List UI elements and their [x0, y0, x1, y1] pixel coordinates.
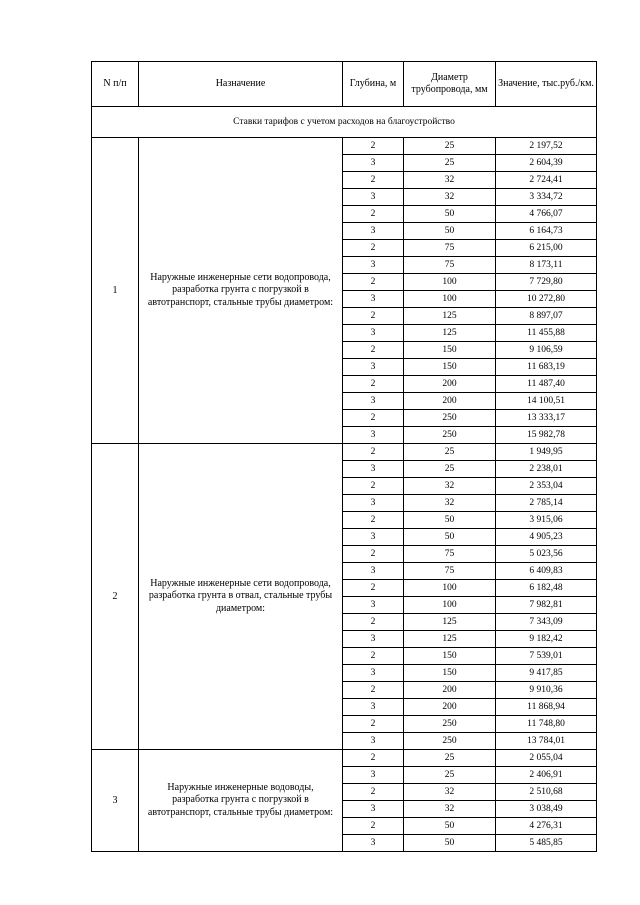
diameter-cell: 100 — [404, 580, 496, 597]
value-cell: 2 238,01 — [496, 461, 597, 478]
depth-cell: 3 — [343, 631, 404, 648]
tariff-table — [91, 61, 597, 852]
table-row — [92, 138, 597, 155]
value-cell: 11 748,80 — [496, 716, 597, 733]
depth-cell: 3 — [343, 767, 404, 784]
diameter-cell: 50 — [404, 818, 496, 835]
value-cell: 6 215,00 — [496, 240, 597, 257]
value-cell: 6 164,73 — [496, 223, 597, 240]
value-cell: 3 915,06 — [496, 512, 597, 529]
value-cell: 1 949,95 — [496, 444, 597, 461]
value-cell: 2 785,14 — [496, 495, 597, 512]
value-cell: 2 353,04 — [496, 478, 597, 495]
header-depth: Глубина, м — [343, 62, 404, 107]
depth-cell: 2 — [343, 580, 404, 597]
value-cell: 4 766,07 — [496, 206, 597, 223]
diameter-cell: 200 — [404, 682, 496, 699]
header-purpose: Назначение — [139, 62, 343, 107]
diameter-cell: 75 — [404, 563, 496, 580]
value-cell: 6 409,83 — [496, 563, 597, 580]
diameter-cell: 25 — [404, 155, 496, 172]
depth-cell: 3 — [343, 529, 404, 546]
diameter-cell: 150 — [404, 648, 496, 665]
diameter-cell: 50 — [404, 223, 496, 240]
depth-cell: 3 — [343, 699, 404, 716]
header-value: Значение, тыс.руб./км. — [496, 62, 597, 107]
depth-cell: 3 — [343, 427, 404, 444]
depth-cell: 2 — [343, 648, 404, 665]
section-title: Ставки тарифов с учетом расходов на благоустройство — [92, 107, 597, 138]
table-row — [92, 444, 597, 461]
value-cell: 7 539,01 — [496, 648, 597, 665]
value-cell: 9 182,42 — [496, 631, 597, 648]
diameter-cell: 25 — [404, 750, 496, 767]
value-cell: 4 905,23 — [496, 529, 597, 546]
header-diameter: Диаметр трубопровода, мм — [404, 62, 496, 107]
diameter-cell: 75 — [404, 240, 496, 257]
diameter-cell: 250 — [404, 733, 496, 750]
diameter-cell: 250 — [404, 427, 496, 444]
diameter-cell: 25 — [404, 767, 496, 784]
depth-cell: 3 — [343, 359, 404, 376]
group-number: 2 — [92, 444, 139, 750]
value-cell: 14 100,51 — [496, 393, 597, 410]
depth-cell: 3 — [343, 291, 404, 308]
depth-cell: 3 — [343, 325, 404, 342]
depth-cell: 2 — [343, 206, 404, 223]
depth-cell: 3 — [343, 733, 404, 750]
diameter-cell: 100 — [404, 274, 496, 291]
diameter-cell: 250 — [404, 716, 496, 733]
diameter-cell: 50 — [404, 835, 496, 852]
value-cell: 3 038,49 — [496, 801, 597, 818]
diameter-cell: 250 — [404, 410, 496, 427]
depth-cell: 2 — [343, 478, 404, 495]
value-cell: 11 868,94 — [496, 699, 597, 716]
value-cell: 11 455,88 — [496, 325, 597, 342]
diameter-cell: 200 — [404, 699, 496, 716]
diameter-cell: 200 — [404, 393, 496, 410]
diameter-cell: 32 — [404, 784, 496, 801]
diameter-cell: 32 — [404, 478, 496, 495]
depth-cell: 3 — [343, 563, 404, 580]
diameter-cell: 32 — [404, 495, 496, 512]
value-cell: 8 897,07 — [496, 308, 597, 325]
value-cell: 7 729,80 — [496, 274, 597, 291]
value-cell: 13 333,17 — [496, 410, 597, 427]
depth-cell: 2 — [343, 614, 404, 631]
depth-cell: 3 — [343, 223, 404, 240]
value-cell: 11 683,19 — [496, 359, 597, 376]
diameter-cell: 25 — [404, 444, 496, 461]
diameter-cell: 200 — [404, 376, 496, 393]
diameter-cell: 75 — [404, 546, 496, 563]
depth-cell: 2 — [343, 138, 404, 155]
header-num: N п/п — [92, 62, 139, 107]
diameter-cell: 150 — [404, 359, 496, 376]
depth-cell: 2 — [343, 444, 404, 461]
diameter-cell: 150 — [404, 665, 496, 682]
value-cell: 15 982,78 — [496, 427, 597, 444]
depth-cell: 2 — [343, 512, 404, 529]
value-cell: 2 604,39 — [496, 155, 597, 172]
diameter-cell: 32 — [404, 801, 496, 818]
diameter-cell: 100 — [404, 597, 496, 614]
header-row — [92, 62, 597, 107]
group-purpose: Наружные инженерные сети водопровода, разработка грунта с погрузкой в автотранспорт, стальные трубы диаметром: — [139, 138, 343, 444]
value-cell: 5 023,56 — [496, 546, 597, 563]
value-cell: 2 510,68 — [496, 784, 597, 801]
value-cell: 7 343,09 — [496, 614, 597, 631]
value-cell: 6 182,48 — [496, 580, 597, 597]
value-cell: 2 406,91 — [496, 767, 597, 784]
depth-cell: 2 — [343, 308, 404, 325]
diameter-cell: 125 — [404, 308, 496, 325]
depth-cell: 2 — [343, 172, 404, 189]
value-cell: 4 276,31 — [496, 818, 597, 835]
value-cell: 11 487,40 — [496, 376, 597, 393]
depth-cell: 3 — [343, 189, 404, 206]
diameter-cell: 25 — [404, 138, 496, 155]
value-cell: 10 272,80 — [496, 291, 597, 308]
depth-cell: 3 — [343, 665, 404, 682]
value-cell: 13 784,01 — [496, 733, 597, 750]
value-cell: 3 334,72 — [496, 189, 597, 206]
depth-cell: 2 — [343, 750, 404, 767]
section-row — [92, 107, 597, 138]
value-cell: 9 417,85 — [496, 665, 597, 682]
diameter-cell: 32 — [404, 189, 496, 206]
depth-cell: 3 — [343, 495, 404, 512]
depth-cell: 3 — [343, 257, 404, 274]
depth-cell: 2 — [343, 682, 404, 699]
depth-cell: 3 — [343, 835, 404, 852]
depth-cell: 2 — [343, 410, 404, 427]
depth-cell: 2 — [343, 716, 404, 733]
depth-cell: 2 — [343, 376, 404, 393]
diameter-cell: 125 — [404, 614, 496, 631]
table-row — [92, 750, 597, 767]
value-cell: 9 106,59 — [496, 342, 597, 359]
diameter-cell: 125 — [404, 325, 496, 342]
diameter-cell: 125 — [404, 631, 496, 648]
depth-cell: 2 — [343, 274, 404, 291]
value-cell: 9 910,36 — [496, 682, 597, 699]
table-body — [92, 138, 597, 852]
depth-cell: 2 — [343, 818, 404, 835]
diameter-cell: 150 — [404, 342, 496, 359]
value-cell: 2 055,04 — [496, 750, 597, 767]
depth-cell: 2 — [343, 240, 404, 257]
value-cell: 8 173,11 — [496, 257, 597, 274]
group-purpose: Наружные инженерные сети водопровода, разработка грунта в отвал, стальные трубы диаметром: — [139, 444, 343, 750]
depth-cell: 3 — [343, 393, 404, 410]
group-number: 1 — [92, 138, 139, 444]
diameter-cell: 100 — [404, 291, 496, 308]
group-purpose: Наружные инженерные водоводы, разработка грунта с погрузкой в автотранспорт, стальные трубы диаметром: — [139, 750, 343, 852]
depth-cell: 2 — [343, 784, 404, 801]
depth-cell: 3 — [343, 155, 404, 172]
depth-cell: 3 — [343, 461, 404, 478]
depth-cell: 3 — [343, 597, 404, 614]
depth-cell: 3 — [343, 801, 404, 818]
value-cell: 2 197,52 — [496, 138, 597, 155]
diameter-cell: 25 — [404, 461, 496, 478]
diameter-cell: 75 — [404, 257, 496, 274]
depth-cell: 2 — [343, 342, 404, 359]
table-header — [92, 62, 597, 138]
diameter-cell: 50 — [404, 206, 496, 223]
group-number: 3 — [92, 750, 139, 852]
value-cell: 7 982,81 — [496, 597, 597, 614]
depth-cell: 2 — [343, 546, 404, 563]
diameter-cell: 50 — [404, 529, 496, 546]
value-cell: 2 724,41 — [496, 172, 597, 189]
diameter-cell: 32 — [404, 172, 496, 189]
diameter-cell: 50 — [404, 512, 496, 529]
value-cell: 5 485,85 — [496, 835, 597, 852]
